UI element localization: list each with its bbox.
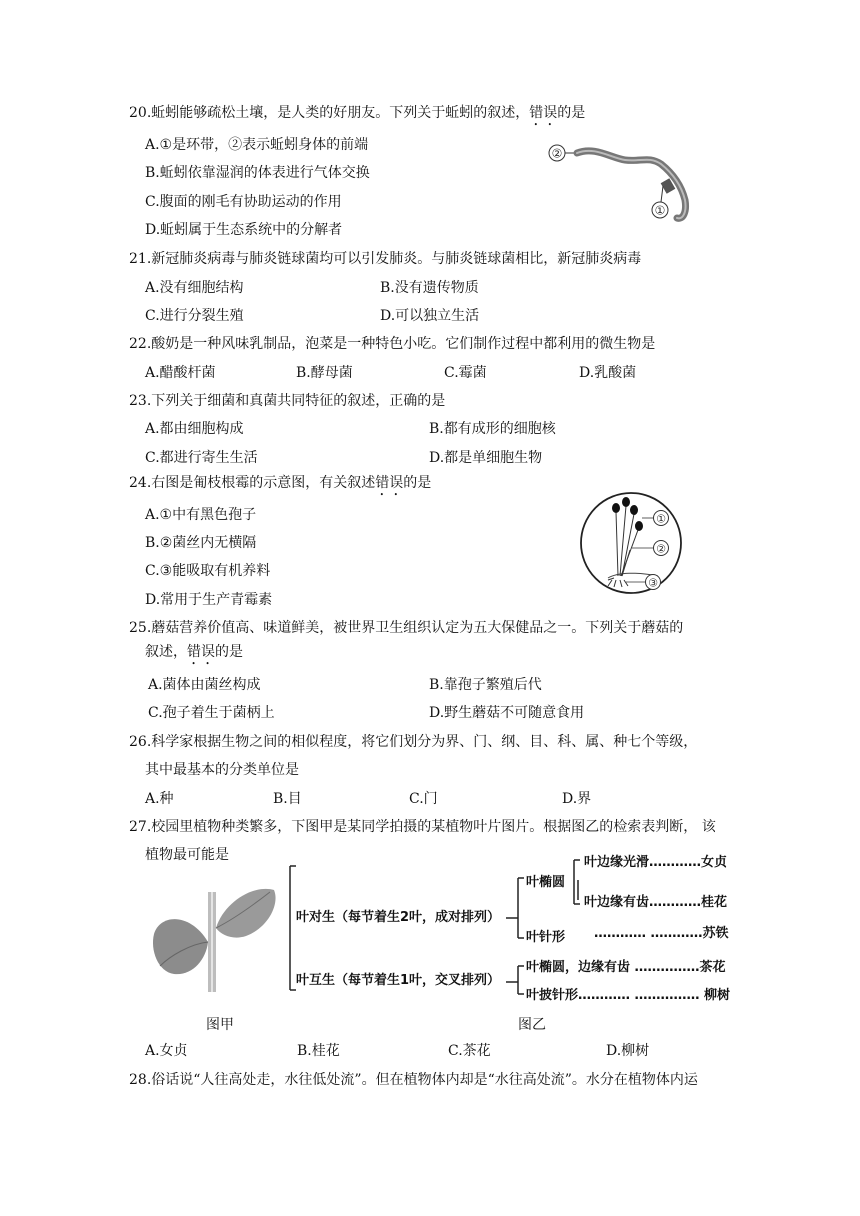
q27-option-c: C.茶花	[448, 1043, 491, 1059]
caption-fig-b: 图乙	[518, 1017, 546, 1033]
q25-option-a: A.菌体由菌丝构成	[148, 677, 261, 693]
q21-option-b: B.没有遗传物质	[380, 280, 479, 296]
q25-option-d: D.野生蘑菇不可随意食用	[429, 705, 585, 721]
key-elliptic: 叶椭圆	[526, 875, 566, 890]
q27-stem-line2: 植物最可能是	[145, 847, 229, 863]
q27-stem-line1: 27.校园里植物种类繁多，下图甲是某同学拍摄的某植物叶片图片。根据图乙的检索表判断， 该	[129, 819, 716, 835]
q25-stem-end: 的是	[215, 644, 243, 660]
leaf-photo-figure	[150, 884, 280, 994]
q28-stem: 28.俗话说“人往高处走，水往低处流”。但在植物体内却是“水往高处流”。水分在植物体内运	[129, 1072, 698, 1088]
q27-option-b: B.桂花	[297, 1043, 340, 1059]
q25-stem-line2	[145, 643, 243, 668]
q22-option-c: C.霉菌	[444, 365, 487, 381]
q23-option-c: C.都进行寄生生活	[145, 450, 258, 466]
q24-emphasis: 错误	[375, 475, 404, 491]
q20-option-b: B.蚯蚓依靠湿润的体表进行气体交换	[145, 165, 370, 181]
q21-option-c: C.进行分裂生殖	[145, 308, 244, 324]
q26-option-d: D.界	[562, 791, 592, 807]
key-ellip-toothed: 叶椭圆，边缘有齿 ……………茶花	[526, 960, 726, 975]
key-smooth: 叶边缘光滑…………女贞	[584, 855, 728, 870]
q20-option-d: D.蚯蚓属于生态系统中的分解者	[145, 222, 343, 238]
rhizopus-label-1: ①	[656, 512, 666, 526]
rhizopus-label-3: ③	[648, 576, 658, 590]
q25-option-b: B.靠孢子繁殖后代	[429, 677, 542, 693]
key-alternate: 叶互生（每节着生1叶，交叉排列）	[296, 973, 501, 988]
key-needle: 叶针形	[526, 930, 566, 945]
q25-option-c: C.孢子着生于菌柄上	[148, 705, 275, 721]
q22-stem: 22.酸奶是一种风味乳制品，泡菜是一种特色小吃。它们制作过程中都利用的微生物是	[129, 336, 656, 352]
q27-option-d: D.柳树	[606, 1043, 650, 1059]
earthworm-figure	[545, 140, 695, 225]
q20-stem	[129, 104, 585, 129]
q23-option-b: B.都有成形的细胞核	[429, 421, 556, 437]
q26-option-a: A.种	[145, 791, 174, 807]
q20-emphasis: 错误	[529, 105, 558, 121]
q23-stem: 23.下列关于细菌和真菌共同特征的叙述，正确的是	[129, 393, 446, 409]
q21-stem: 21.新冠肺炎病毒与肺炎链球菌均可以引发肺炎。与肺炎链球菌相比，新冠肺炎病毒	[129, 251, 642, 267]
q21-option-a: A.没有细胞结构	[145, 280, 244, 296]
q27-option-a: A.女贞	[145, 1043, 188, 1059]
q23-option-d: D.都是单细胞生物	[429, 450, 543, 466]
q20-stem-end: 的是	[557, 105, 586, 121]
key-lanceolate: 叶披针形………… …………… 柳树	[526, 988, 731, 1003]
q23-option-a: A.都由细胞构成	[145, 421, 244, 437]
q20-stem-text: 20.蚯蚓能够疏松土壤，是人类的好朋友。下列关于蚯蚓的叙述，	[129, 105, 530, 121]
q24-option-a: A.①中有黑色孢子	[145, 507, 257, 523]
q25-emphasis: 错误	[187, 644, 215, 660]
q24-stem	[129, 474, 431, 499]
q22-option-d: D.乳酸菌	[579, 365, 637, 381]
key-needle-result: ………… …………苏铁	[594, 926, 729, 941]
q24-option-b: B.②菌丝内无横隔	[145, 535, 257, 551]
rhizopus-figure	[578, 492, 688, 596]
q24-option-d: D.常用于生产青霉素	[145, 592, 273, 608]
q26-stem-line2: 其中最基本的分类单位是	[145, 762, 299, 778]
q24-option-c: C.③能吸取有机养料	[145, 563, 271, 579]
q26-stem-line1: 26.科学家根据生物之间的相似程度，将它们划分为界、门、纲、目、科、属、种七个等级，	[129, 734, 698, 750]
q26-option-c: C.门	[409, 791, 438, 807]
q25-stem-line1: 25.蘑菇营养价值高、味道鲜美，被世界卫生组织认定为五大保健品之一。下列关于蘑菇的	[129, 620, 684, 636]
earthworm-label-1: ①	[654, 203, 666, 218]
q22-option-b: B.酵母菌	[296, 365, 353, 381]
q25-stem-text: 叙述，	[145, 644, 187, 660]
rhizopus-label-2: ②	[656, 542, 666, 556]
q24-stem-end: 的是	[403, 475, 432, 491]
caption-fig-a: 图甲	[206, 1017, 234, 1033]
key-opposite: 叶对生（每节着生2叶，成对排列）	[296, 910, 501, 925]
key-toothed: 叶边缘有齿…………桂花	[584, 895, 728, 910]
q26-option-b: B.目	[273, 791, 302, 807]
q22-option-a: A.醋酸杆菌	[145, 365, 216, 381]
earthworm-label-2: ②	[551, 146, 563, 161]
q20-option-a: A.①是环带，②表示蚯蚓身体的前端	[145, 137, 369, 153]
q20-option-c: C.腹面的刚毛有协助运动的作用	[145, 194, 342, 210]
q21-option-d: D.可以独立生活	[380, 308, 480, 324]
q24-stem-text: 24.右图是匍枝根霉的示意图，有关叙述	[129, 475, 376, 491]
